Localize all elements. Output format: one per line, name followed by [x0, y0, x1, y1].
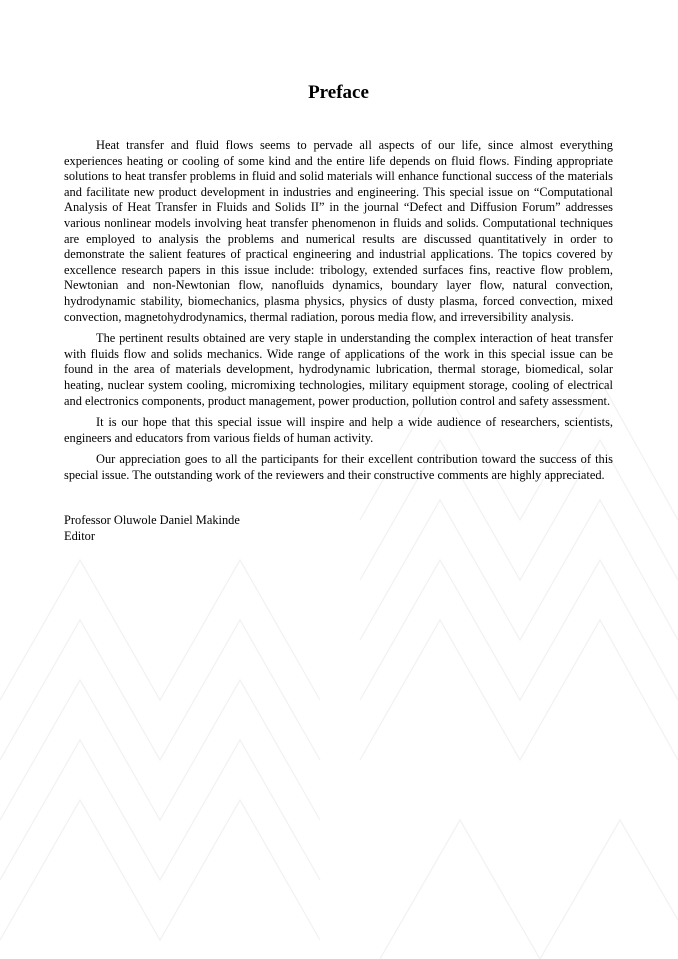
- paragraph-1: Heat transfer and fluid flows seems to pervade all aspects of our life, since almost everything experiences heating or cooling of some kind and the entire life depends on fluid flows. Finding appropriate solutions to heat transfer problems in fluid and solid materials will enhance functional success of the materials and facilitate new product development in industries and engineering. This special issue on “Computational Analysis of Heat Transfer in Fluids and Solids II” in the journal “Defect and Diffusion Forum” addresses various nonlinear models involving heat transfer phenomenon in fluids and solids. Computational techniques are employed to analysis the problems and numerical results are discussed quantitatively in order to demonstrate the salient features of practical engineering and industrial applications. The topics covered by excellence research papers in this issue include: tribology, extended surfaces fins, reactive flow problem, Newtonian and non-Newtonian flow, nanofluids dynamics, boundary layer flow, natural convection, hydrodynamic stability, biomechanics, plasma physics, physics of dusty plasma, forced convection, mixed convection, magnetohydrodynamics, thermal radiation, porous media flow, and irreversibility analysis.: [64, 138, 613, 324]
- signature-role: Editor: [64, 529, 95, 544]
- paragraph-2: The pertinent results obtained are very staple in understanding the complex interaction of heat transfer with fluids flow and solids mechanics. Wide range of applications of the work in this special issue can be found in the area of materials development, hydrodynamic lubrication, thermal storage, biomedical, solar heating, nuclear system cooling, micromixing technologies, military equipment storage, cooling of electrical and electronics components, product management, power production, pollution control and safety assessment.: [64, 331, 613, 408]
- paragraph-3: It is our hope that this special issue will inspire and help a wide audience of researchers, scientists, engineers and educators from various fields of human activity.: [64, 415, 613, 445]
- paragraph-4: Our appreciation goes to all the participants for their excellent contribution toward the success of this special issue. The outstanding work of the reviewers and their constructive comments are highly appreciated.: [64, 452, 613, 482]
- preface-page: [64, 81, 613, 545]
- signature-block: [64, 513, 613, 544]
- signature-name: Professor Oluwole Daniel Makinde: [64, 513, 240, 528]
- page-title: Preface: [308, 82, 369, 103]
